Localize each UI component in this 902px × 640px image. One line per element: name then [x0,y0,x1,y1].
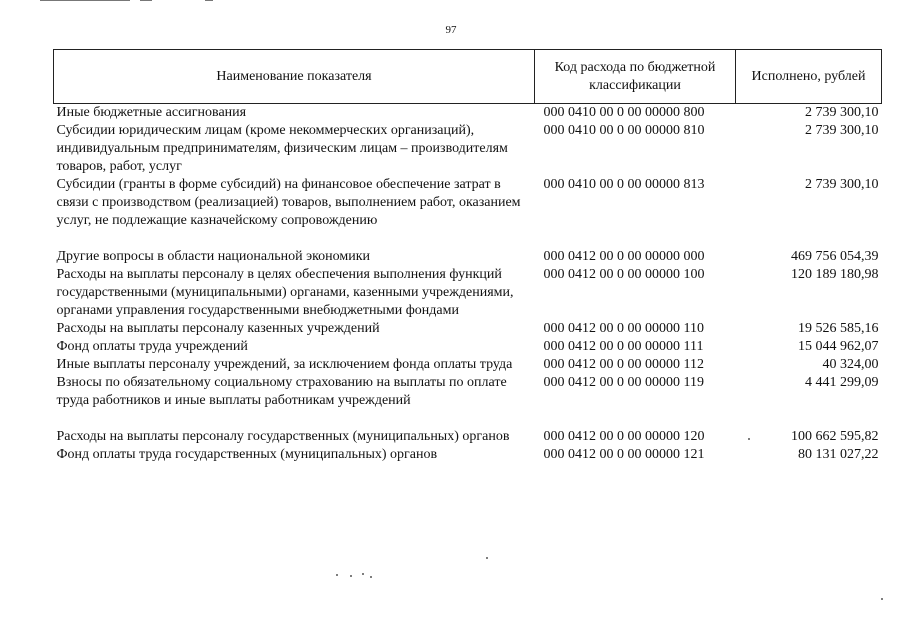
table-row [54,356,882,374]
table-row [54,248,882,266]
row-code: 000 0410 00 0 00 00000 810 [543,123,705,138]
header-amount: Исполнено, рублей [736,50,882,104]
row-code: 000 0412 00 0 00 00000 110 [543,321,704,336]
row-name: Иные выплаты персоналу учреждений, за исключением фонда оплаты труда [56,357,513,372]
row-code: 000 0412 00 0 00 00000 121 [543,447,705,462]
row-name: Расходы на выплаты персоналу в целях обеспечения выполнения функций государственными (муниципальными) органами, казенными учреждениями, органами управления государственными внебюджетными фондами [56,267,514,318]
row-amount: 4 441 299,09 [805,375,879,390]
row-code: 000 0412 00 0 00 00000 111 [543,339,704,354]
scan-artifact [336,574,338,576]
table-row [54,122,882,176]
page-number: 97 [445,24,457,36]
scan-artifact [486,557,488,559]
row-name: Фонд оплаты труда учреждений [56,339,248,354]
table-row [54,320,882,338]
row-name: Иные бюджетные ассигнования [56,105,247,120]
row-code: 000 0412 00 0 00 00000 100 [543,267,705,282]
row-amount: 120 189 180,98 [791,267,879,282]
row-name: Расходы на выплаты персоналу казенных учреждений [56,321,380,336]
table-row [54,338,882,356]
scan-artifact [370,576,372,578]
scan-artifact [748,438,750,440]
header-name: Наименование показателя [54,50,535,104]
row-name: Фонд оплаты труда государственных (муниципальных) органов [56,447,438,462]
table-row [54,266,882,320]
row-amount: 100 662 595,82 [791,429,879,444]
row-amount: 2 739 300,10 [805,105,879,120]
scan-artifact [205,0,213,1]
table-row [54,176,882,248]
table-header-row [54,50,882,104]
row-name: Субсидии (гранты в форме субсидий) на финансовое обеспечение затрат в связи с производством (реализацией) товаров, выполнением работ, оказанием услуг, не подлежащие казначейскому сопровождению [56,177,521,228]
scan-artifact [40,0,130,1]
row-amount: 19 526 585,16 [798,321,879,336]
row-code: 000 0412 00 0 00 00000 119 [543,375,704,390]
row-amount: 2 739 300,10 [805,177,879,192]
row-name: Взносы по обязательному социальному страхованию на выплаты по оплате труда работников и иные выплаты работникам учреждений [56,375,507,408]
row-code: 000 0412 00 0 00 00000 000 [543,249,705,264]
expenditure-table [53,49,882,464]
scan-artifact [362,573,364,575]
row-amount: 469 756 054,39 [791,249,879,264]
table-row [54,104,882,123]
row-code: 000 0410 00 0 00 00000 813 [543,177,705,192]
table-row [54,446,882,464]
header-code: Код расхода по бюджетной классификации [535,50,736,104]
row-amount: 15 044 962,07 [798,339,879,354]
row-code: 000 0412 00 0 00 00000 120 [543,429,705,444]
scan-artifact [350,575,352,577]
table-row [54,374,882,428]
scan-artifact [140,0,152,1]
row-code: 000 0412 00 0 00 00000 112 [543,357,704,372]
row-name: Другие вопросы в области национальной экономики [56,249,371,264]
table-row [54,428,882,446]
scan-artifact [881,598,883,600]
row-amount: 2 739 300,10 [805,123,879,138]
row-code: 000 0410 00 0 00 00000 800 [543,105,705,120]
row-amount: 40 324,00 [822,357,879,372]
row-name: Расходы на выплаты персоналу государственных (муниципальных) органов [56,429,510,444]
row-name: Субсидии юридическим лицам (кроме некоммерческих организаций), индивидуальным предпринимателям, физическим лицам – производителям товаров, работ, услуг [56,123,508,174]
row-amount: 80 131 027,22 [798,447,879,462]
